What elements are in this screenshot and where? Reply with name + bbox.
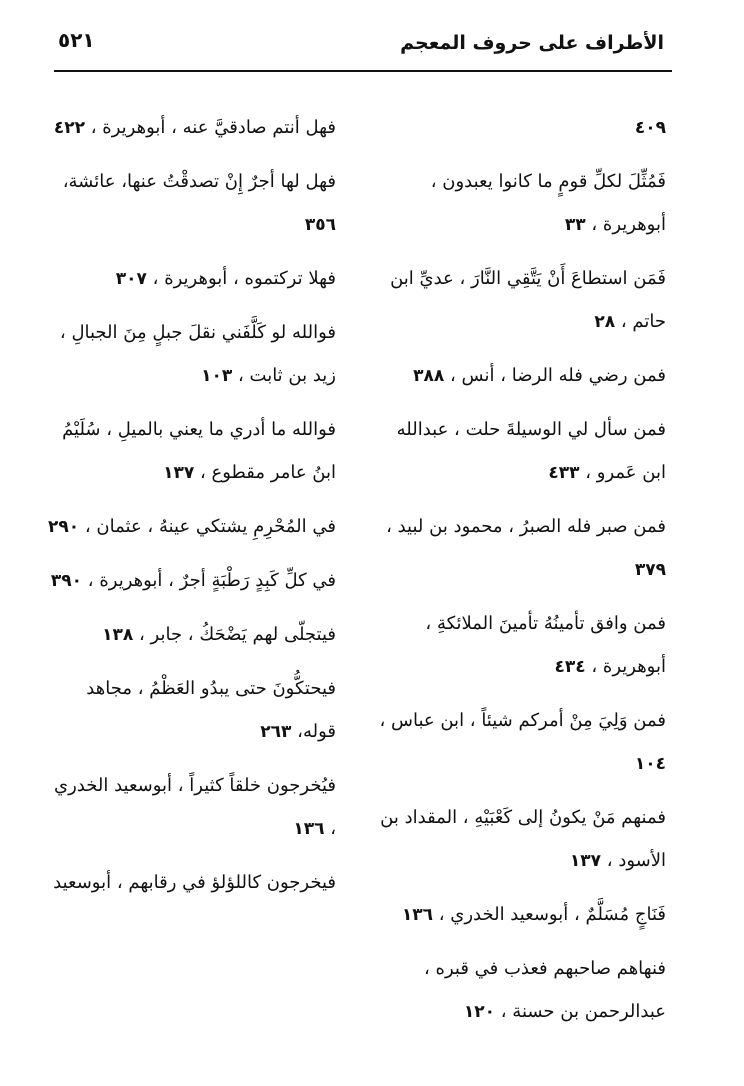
index-entry <box>46 160 336 247</box>
index-entry <box>46 861 336 904</box>
page-number: ٥٢١ <box>58 28 95 52</box>
entry-page-number: ٤٣٤ <box>554 657 586 677</box>
right-column <box>376 106 666 1044</box>
entry-text: فيخرجون كاللؤلؤ في رقابهم ، أبوسعيد <box>53 872 336 893</box>
entry-page-number: ١٣٨ <box>102 625 134 645</box>
index-entry <box>376 893 666 937</box>
entry-page-number: ٣٣ <box>564 215 586 235</box>
entry-page-number: ٢٨ <box>594 312 616 332</box>
entry-text: فمن وافق تأمينُهُ تأمينَ الملائكةِ ، أبوهريرة ، <box>425 613 666 677</box>
index-entry <box>46 408 336 495</box>
entry-page-number: ١٣٧ <box>569 851 602 871</box>
entry-text: فَمَن استطاعَ أَنْ يَتَّقِي النَّارَ ، عديِّ ابن حاتم ، <box>390 268 666 332</box>
index-entry <box>376 408 666 495</box>
entry-text: فيحتكُّونَ حتى يبدُو العَظْمُ ، مجاهد قوله، <box>86 678 336 742</box>
index-entry <box>376 160 666 247</box>
entry-text: فهل لها أجرٌ إِنْ تصدقْتُ عنها، عائشة، <box>62 171 336 192</box>
entry-text: فوالله ما أدري ما يعني بالميلِ ، سُلَيْمُ ابنُ عامر مقطوع ، <box>62 419 336 483</box>
index-entry <box>46 311 336 398</box>
index-entry <box>46 106 336 150</box>
entry-text: فيتجلّى لهم يَضْحَكُ ، جابر ، <box>139 624 336 645</box>
entry-page-number: ٣٨٨ <box>413 366 445 386</box>
entry-text: فمنهم مَنْ يكونُ إلى كَعْبَيْهِ ، المقداد بن الأسود ، <box>380 807 666 871</box>
header-rule <box>54 70 672 72</box>
index-entry <box>376 602 666 689</box>
index-entry <box>376 257 666 344</box>
index-entry <box>46 505 336 549</box>
entry-text: في كلِّ كَبِدٍ رَطْبَةٍ أجرٌ ، أبوهريرة ، <box>87 570 336 591</box>
entry-page-number: ١٢٠ <box>463 1002 496 1022</box>
index-entry <box>376 106 666 150</box>
entry-text: فَمُثِّلَ لكلِّ قومٍ ما كانوا يعبدون ، أبوهريرة ، <box>430 171 666 235</box>
entry-text: فهل أنتم صادقيَّ عنه ، أبوهريرة ، <box>90 117 336 138</box>
entry-text: فيُخرجون خلقاً كثيراً ، أبوسعيد الخدري ، <box>54 775 336 839</box>
entry-page-number: ٤٣٣ <box>548 463 580 483</box>
index-entry <box>46 764 336 851</box>
entry-page-number: ٢٩٠ <box>48 517 80 537</box>
entry-page-number: ١٠٣ <box>201 366 233 386</box>
index-entry <box>46 257 336 301</box>
index-entry <box>46 559 336 603</box>
entry-text: فمن رضي فله الرضا ، أنس ، <box>450 365 666 386</box>
entry-text: في المُحْرِمِ يشتكي عينهُ ، عثمان ، <box>84 516 336 537</box>
entry-text: فمن صبر فله الصبرُ ، محمود بن لبيد ، <box>386 516 666 537</box>
entry-page-number: ١٣٧ <box>163 463 195 483</box>
entry-page-number: ٣٥٦ <box>304 215 336 235</box>
entry-page-number: ٣٩٠ <box>50 571 83 591</box>
index-entry <box>376 796 666 883</box>
index-entry <box>376 947 666 1034</box>
page-header <box>40 26 664 66</box>
entry-page-number: ١٣٦ <box>401 905 433 925</box>
entry-text: فوالله لو كَلَّفَني نقلَ جبلٍ مِنَ الجبالِ ، زيد بن ثابت ، <box>59 322 336 386</box>
entry-text: فمن سأل لي الوسيلةَ حلت ، عبدالله ابن عَمرو ، <box>396 419 666 483</box>
entry-page-number: ١٣٦ <box>293 819 325 839</box>
index-entry <box>46 667 336 754</box>
index-entry <box>46 613 336 657</box>
running-title: الأطراف على حروف المعجم <box>400 32 664 54</box>
entry-page-number: ٢٦٣ <box>260 722 292 742</box>
entry-page-number: ٤٢٢ <box>53 118 86 138</box>
entry-text: فَنَاجٍ مُسَلَّمٌ ، أبوسعيد الخدري ، <box>438 904 666 925</box>
entry-page-number: ٣٠٧ <box>115 269 147 289</box>
index-entry <box>376 699 666 786</box>
left-column <box>46 106 336 914</box>
entry-page-number: ٤٠٩ <box>634 118 666 138</box>
index-entry <box>376 354 666 398</box>
entry-text: فنهاهم صاحبهم فعذب في قبره ، عبدالرحمن بن حسنة ، <box>424 958 666 1022</box>
entry-text: فمن وَلِيَ مِنْ أمركم شيئاً ، ابن عباس ، <box>379 710 666 731</box>
entry-page-number: ٣٧٩ <box>634 560 666 580</box>
index-entry <box>376 505 666 592</box>
entry-page-number: ١٠٤ <box>634 754 666 774</box>
entry-text: فهلا تركتموه ، أبوهريرة ، <box>152 268 336 289</box>
